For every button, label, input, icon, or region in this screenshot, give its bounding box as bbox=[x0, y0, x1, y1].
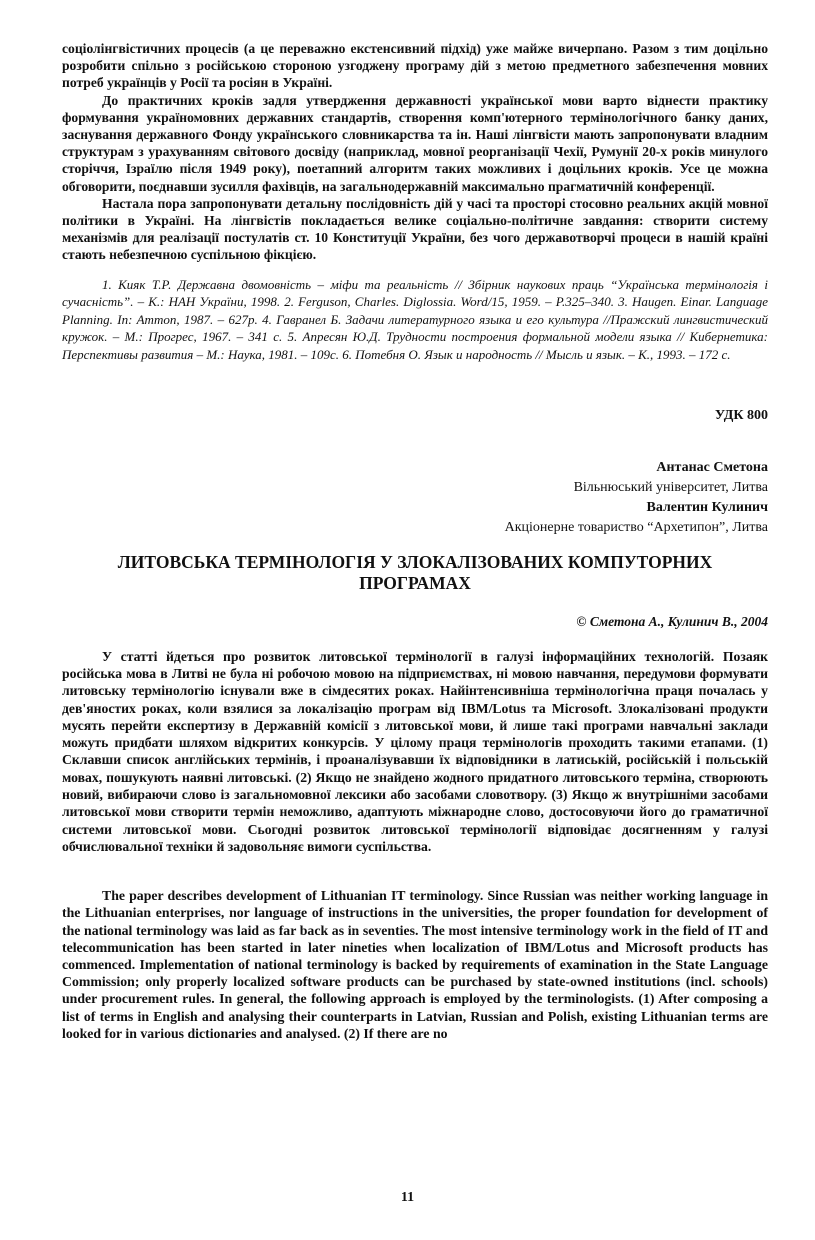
page-number: 11 bbox=[400, 1190, 415, 1205]
abstract-english: The paper describes development of Lithuanian IT terminology. Since Russian was neither working language in the Lithuanian enterprises, nor language of instructions in the universities, the proper foundation for development of the national terminology was laid as far back as in seventies. The most intensive terminology work in the field of IT and telecommunication has been started in later nineties when localization of IBM/Lotus and Microsoft products has commenced. Implementation of national terminology is backed by requirements of examination in the State Language Commission; only properly localized software products can be purchased by state-owned institutions (incl. schools) under procurement rules. In general, the following approach is employed by the terminologists. (1) After composing a list of terms in English and analysing their counterparts in Latvian, Russian and Polish, existing Lithuanian terms are looked for in various dictionaries and analysed. (2) If there are no bbox=[62, 888, 768, 1041]
references-list: 1. Кияк Т.Р. Державна двомовність – міфи та реальність // Збірник наукових праць “Українська термінологія і сучасність”. – К.: НАН України, 1998. 2. Ferguson, Charles. Diglossia. Word/15, 1959. – P.325–340. 3. Haugen. Einar. Language Planning. In: Ammon, 1987. – 627p. 4. Гавранел Б. Задачи литературного языка и его культура //Пражский лингвистический кружок. – М.: Прогрес, 1967. – 341 с. 5. Апресян Ю.Д. Трудности построения формальной модели языка // Кибернетика: Перспективы развития – М.: Наука, 1981. – 109с. 6. Потебня О. Язык и народность // Мысль и язык. – К., 1993. – 172 с. bbox=[62, 276, 768, 363]
udk-code: УДК 800 bbox=[714, 407, 768, 423]
intro-paragraph-1: соціолінгвістичних процесів (а це переважно екстенсивний підхід) уже майже вичерпано. Разом з тим доцільно розробити спільно з російською стороною узгоджену програму дій з метою предметного забезпечення мовних потреб українців у Росії та росіян в Україні. bbox=[62, 41, 768, 91]
author-block bbox=[62, 458, 768, 538]
abstract-ukrainian: У статті йдеться про розвиток литовської термінології в галузі інформаційних технологій. Позаяк російська мова в Литві не була ні робочою мовою на підприємствах, ні мовою навчання, передумови формувати литовську термінологію існували вже в сімдесятих роках. Найінтенсивніша термінологічна праця почалась у дев'яностих роках, коли взялися за локалізацію програм від IBM/Lotus та Microsoft. Злокалізовані продукти мусять перейти експертизу в Державній комісії з литовської мови, й лише такі програми навчальні заклади можуть придбати шляхом відкритих конкурсів. У цілому праця термінологів проходить такими етапами. (1) Склавши список англійських термінів, і проаналізувавши їх відповідники в латиській, російській і польській мовах, пошукують наявні литовські. (2) Якщо не знайдено жодного придатного литовського терміна, створюють новий, вибираючи слово із загальномовної лексики або засобами словотвору. (3) Якщо ж внутрішніми засобами литовської мови створити термін неможливо, адаптують міжнародне слово, достосовуючи його до граматичної системи литовської мови. Сьогодні розвиток литовської термінології відповідає досягненням у галузі обчислювальної техніки й задовольняє вимоги суспільства. bbox=[62, 648, 768, 854]
author-2-affiliation: Акціонерне товариство “Архетипон”, Литва bbox=[504, 519, 768, 535]
author-2-name: Валентин Кулинич bbox=[646, 499, 768, 515]
copyright-line: © Сметона А., Кулинич В., 2004 bbox=[576, 613, 768, 629]
page-content bbox=[62, 40, 768, 1042]
article-title: ЛИТОВСЬКА ТЕРМІНОЛОГІЯ У ЗЛОКАЛІЗОВАНИХ КОМПУТОРНИХ ПРОГРАМАХ bbox=[117, 551, 713, 593]
author-1-affiliation: Вільнюський університет, Литва bbox=[573, 479, 768, 495]
author-1-name: Антанас Сметона bbox=[656, 459, 768, 475]
intro-paragraph-2: До практичних кроків задля утвердження державності української мови варто віднести практику формування україномовних державних стандартів, створення комп'ютерного термінологічного банку даних, заснування державного Фонду українського словникарства та ін. Наші лінгвісти мають запропонувати владним структурам з урахуванням світового досвіду (наприклад, мовної реорганізації Чехії, Румунії 20-х років минулого сторіччя, Ізраїлю після 1949 року), поетапний алгоритм таких можливих і доцільних кроків. Усе це можна обговорити, поєднавши зусилля фахівців, на загальнодержавній максимально прагматичній конференції. bbox=[62, 92, 768, 194]
intro-paragraph-3: Настала пора запропонувати детальну послідовність дій у часі та просторі стосовно реальних акцій мовної політики в Україні. На лінгвістів покладається велике соціально-політичне завдання: створити систему механізмів для реалізації постулатів ст. 10 Конституції України, без чого державотворчі процеси в нашій країні стають небезпечною суспільною фікцією. bbox=[62, 195, 768, 263]
